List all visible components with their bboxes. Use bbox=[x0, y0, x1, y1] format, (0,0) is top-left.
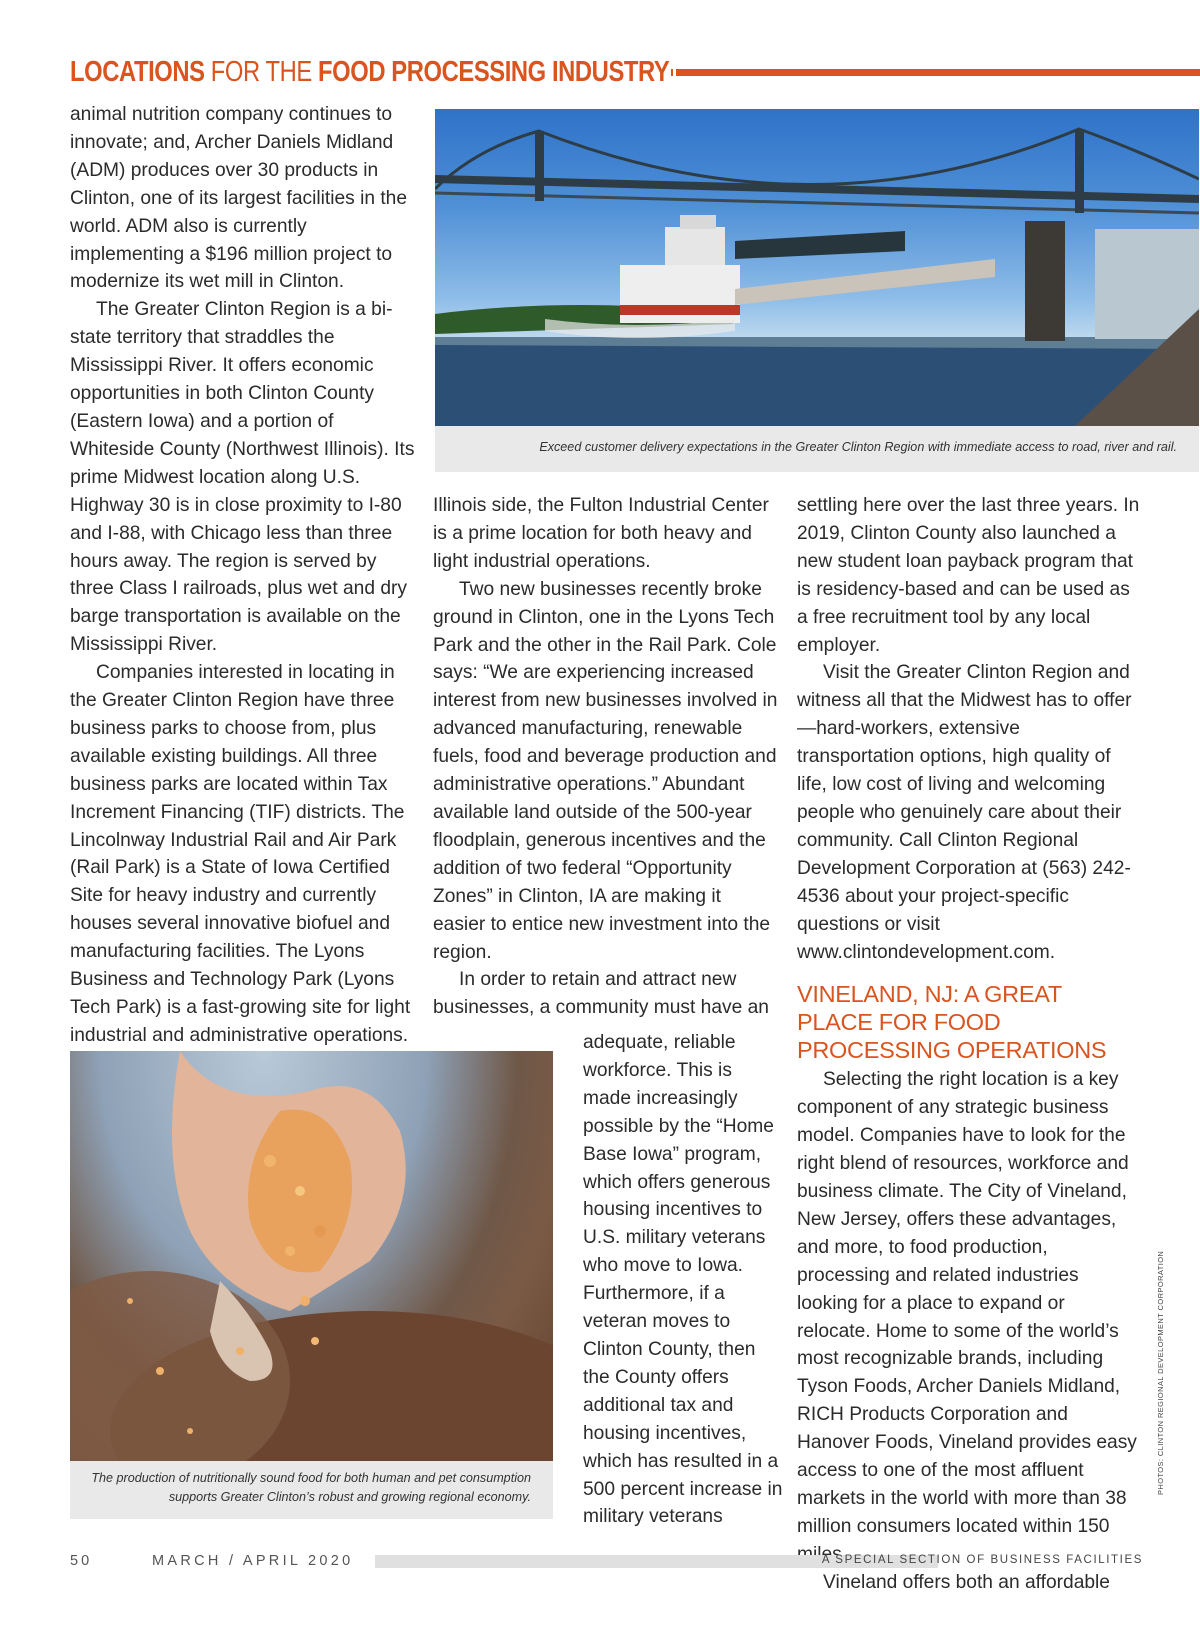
vineland-subhead: VINELAND, NJ: A GREAT PLACE FOR FOOD PROCESSING OPERATIONS bbox=[797, 981, 1107, 1064]
bridge-photo-caption: Exceed customer delivery expectations in the Greater Clinton Region with immediate access to road, river and rail. bbox=[539, 440, 1177, 454]
header-rule bbox=[676, 69, 1200, 76]
bridge-illustration bbox=[435, 109, 1199, 426]
section-label: A SPECIAL SECTION OF BUSINESS FACILITIES bbox=[821, 1554, 1143, 1566]
column-2-narrow-paragraph: adequate, reliable workforce. This is made increasingly possible by the “Home Base Iowa” program, which offers generous housing incentives to U.S. military veterans who move to Iowa. Furthermore, if a veteran moves to Clinton County, then the County offers additional tax and housing incentives, which has resulted in a 500 percent increase in military veterans bbox=[583, 1032, 783, 1528]
body-paragraph: settling here over the last three years. In 2019, Clinton County also launched a new student loan payback program that is residency-based and can be used as a free recruitment tool by any local employer. bbox=[797, 495, 1140, 656]
column-3-bottom bbox=[797, 1066, 1142, 1596]
body-paragraph: Illinois side, the Fulton Industrial Center is a prime location for both heavy and light industrial operations. bbox=[433, 495, 769, 572]
section-title bbox=[70, 56, 669, 89]
grain-in-hand-photo bbox=[70, 1051, 553, 1461]
bridge-barge-photo bbox=[435, 109, 1199, 426]
body-paragraph: Selecting the right location is a key component of any strategic business model. Companies have to look for the right blend of resources, workforce and business climate. The City of Vineland, New Jersey, offers these advantages, and more, to food production, processing and related industries looking for a place to expand or relocate. Home to some of the world’s most recognizable brands, including Tyson Foods, Archer Daniels Midland, RICH Products Corporation and Hanover Foods, Vineland provides easy access to one of the most affluent markets in the world with more than 38 million consumers located within 150 bbox=[797, 1069, 1137, 1537]
title-part-locations: LOCATIONS bbox=[70, 56, 205, 88]
issue-date: MARCH / APRIL 2020 bbox=[152, 1553, 354, 1569]
body-paragraph: Visit the Greater Clinton Region and witness all that the Midwest has to offer—hard-workers, extensive transportation options, high quality of life, low cost of living and welcoming people who genuinely care about their community. Call Clinton Regional Development Corporation at (563) 242-4536 about your project-specific questions or visit www.clintondevelopment.com. bbox=[797, 662, 1132, 963]
body-paragraph: Vineland offers both an affordable bbox=[823, 1571, 1110, 1593]
column-2-narrow bbox=[583, 1029, 783, 1531]
body-paragraph: Two new businesses recently broke ground in Clinton, one in the Lyons Tech Park and the other in the Rail Park. Cole says: “We are experiencing increased interest from new businesses involved in advanced manufacturing, renewable fuels, food and beverage production and administrative operations.” Abundant available land outside of the 500-year floodplain, generous incentives and the addition of two federal “Opportunity Zones” in Clinton, IA are making it easier to entice new investment into the region. bbox=[433, 578, 778, 963]
section-header bbox=[70, 56, 1200, 96]
body-paragraph: Companies interested in locating in the Greater Clinton Region have three business parks to choose from, plus available existing buildings. All three business parks are located within Tax Increment Financing (TIF) districts. The Lincolnway Industrial Rail and Air Park (Rail Park) is a State of Iowa Certified Site for heavy industry and currently houses several innovative biofuel and manufacturing facilities. The Lyons Business and Technology Park (Lyons Tech Park) is a fast-growing site for light industrial and administrative operations. bbox=[70, 662, 411, 1046]
title-part-industry: FOOD PROCESSING INDUSTRY bbox=[318, 56, 670, 88]
column-3-top bbox=[797, 492, 1142, 966]
page-number: 50 bbox=[70, 1553, 93, 1569]
column-2 bbox=[433, 492, 778, 1022]
grain-illustration bbox=[70, 1051, 553, 1461]
page-footer bbox=[70, 1553, 1143, 1573]
body-paragraph: animal nutrition company continues to innovate; and, Archer Daniels Midland (ADM) produces over 30 products in Clinton, one of its largest facilities in the world. ADM also is currently implementing a $196 million project to modernize its wet mill in Clinton. bbox=[70, 104, 408, 293]
photo-credit: PHOTOS: CLINTON REGIONAL DEVELOPMENT CORPORATION bbox=[1156, 1250, 1165, 1495]
title-part-for-the: FOR THE bbox=[204, 56, 319, 88]
column-3 bbox=[797, 492, 1142, 1597]
grain-caption-box bbox=[70, 1461, 553, 1519]
bridge-caption-box bbox=[435, 426, 1199, 472]
grain-photo-caption: The production of nutritionally sound food for both human and pet consumption supports Greater Clinton’s robust and growing regional economy. bbox=[91, 1471, 531, 1504]
column-1 bbox=[70, 101, 415, 1078]
body-paragraph: In order to retain and attract new businesses, a community must have an bbox=[433, 969, 769, 1019]
body-paragraph: The Greater Clinton Region is a bi-state territory that straddles the Mississippi River. It offers economic opportunities in both Clinton County (Eastern Iowa) and a portion of Whiteside County (Northwest Illinois). Its prime Midwest location along U.S. Highway 30 is in close proximity to I-80 and I-88, with Chicago less than three hours away. The region is served by three Class I railroads, plus wet and dry barge transportation is available on the Mississippi River. bbox=[70, 299, 415, 656]
